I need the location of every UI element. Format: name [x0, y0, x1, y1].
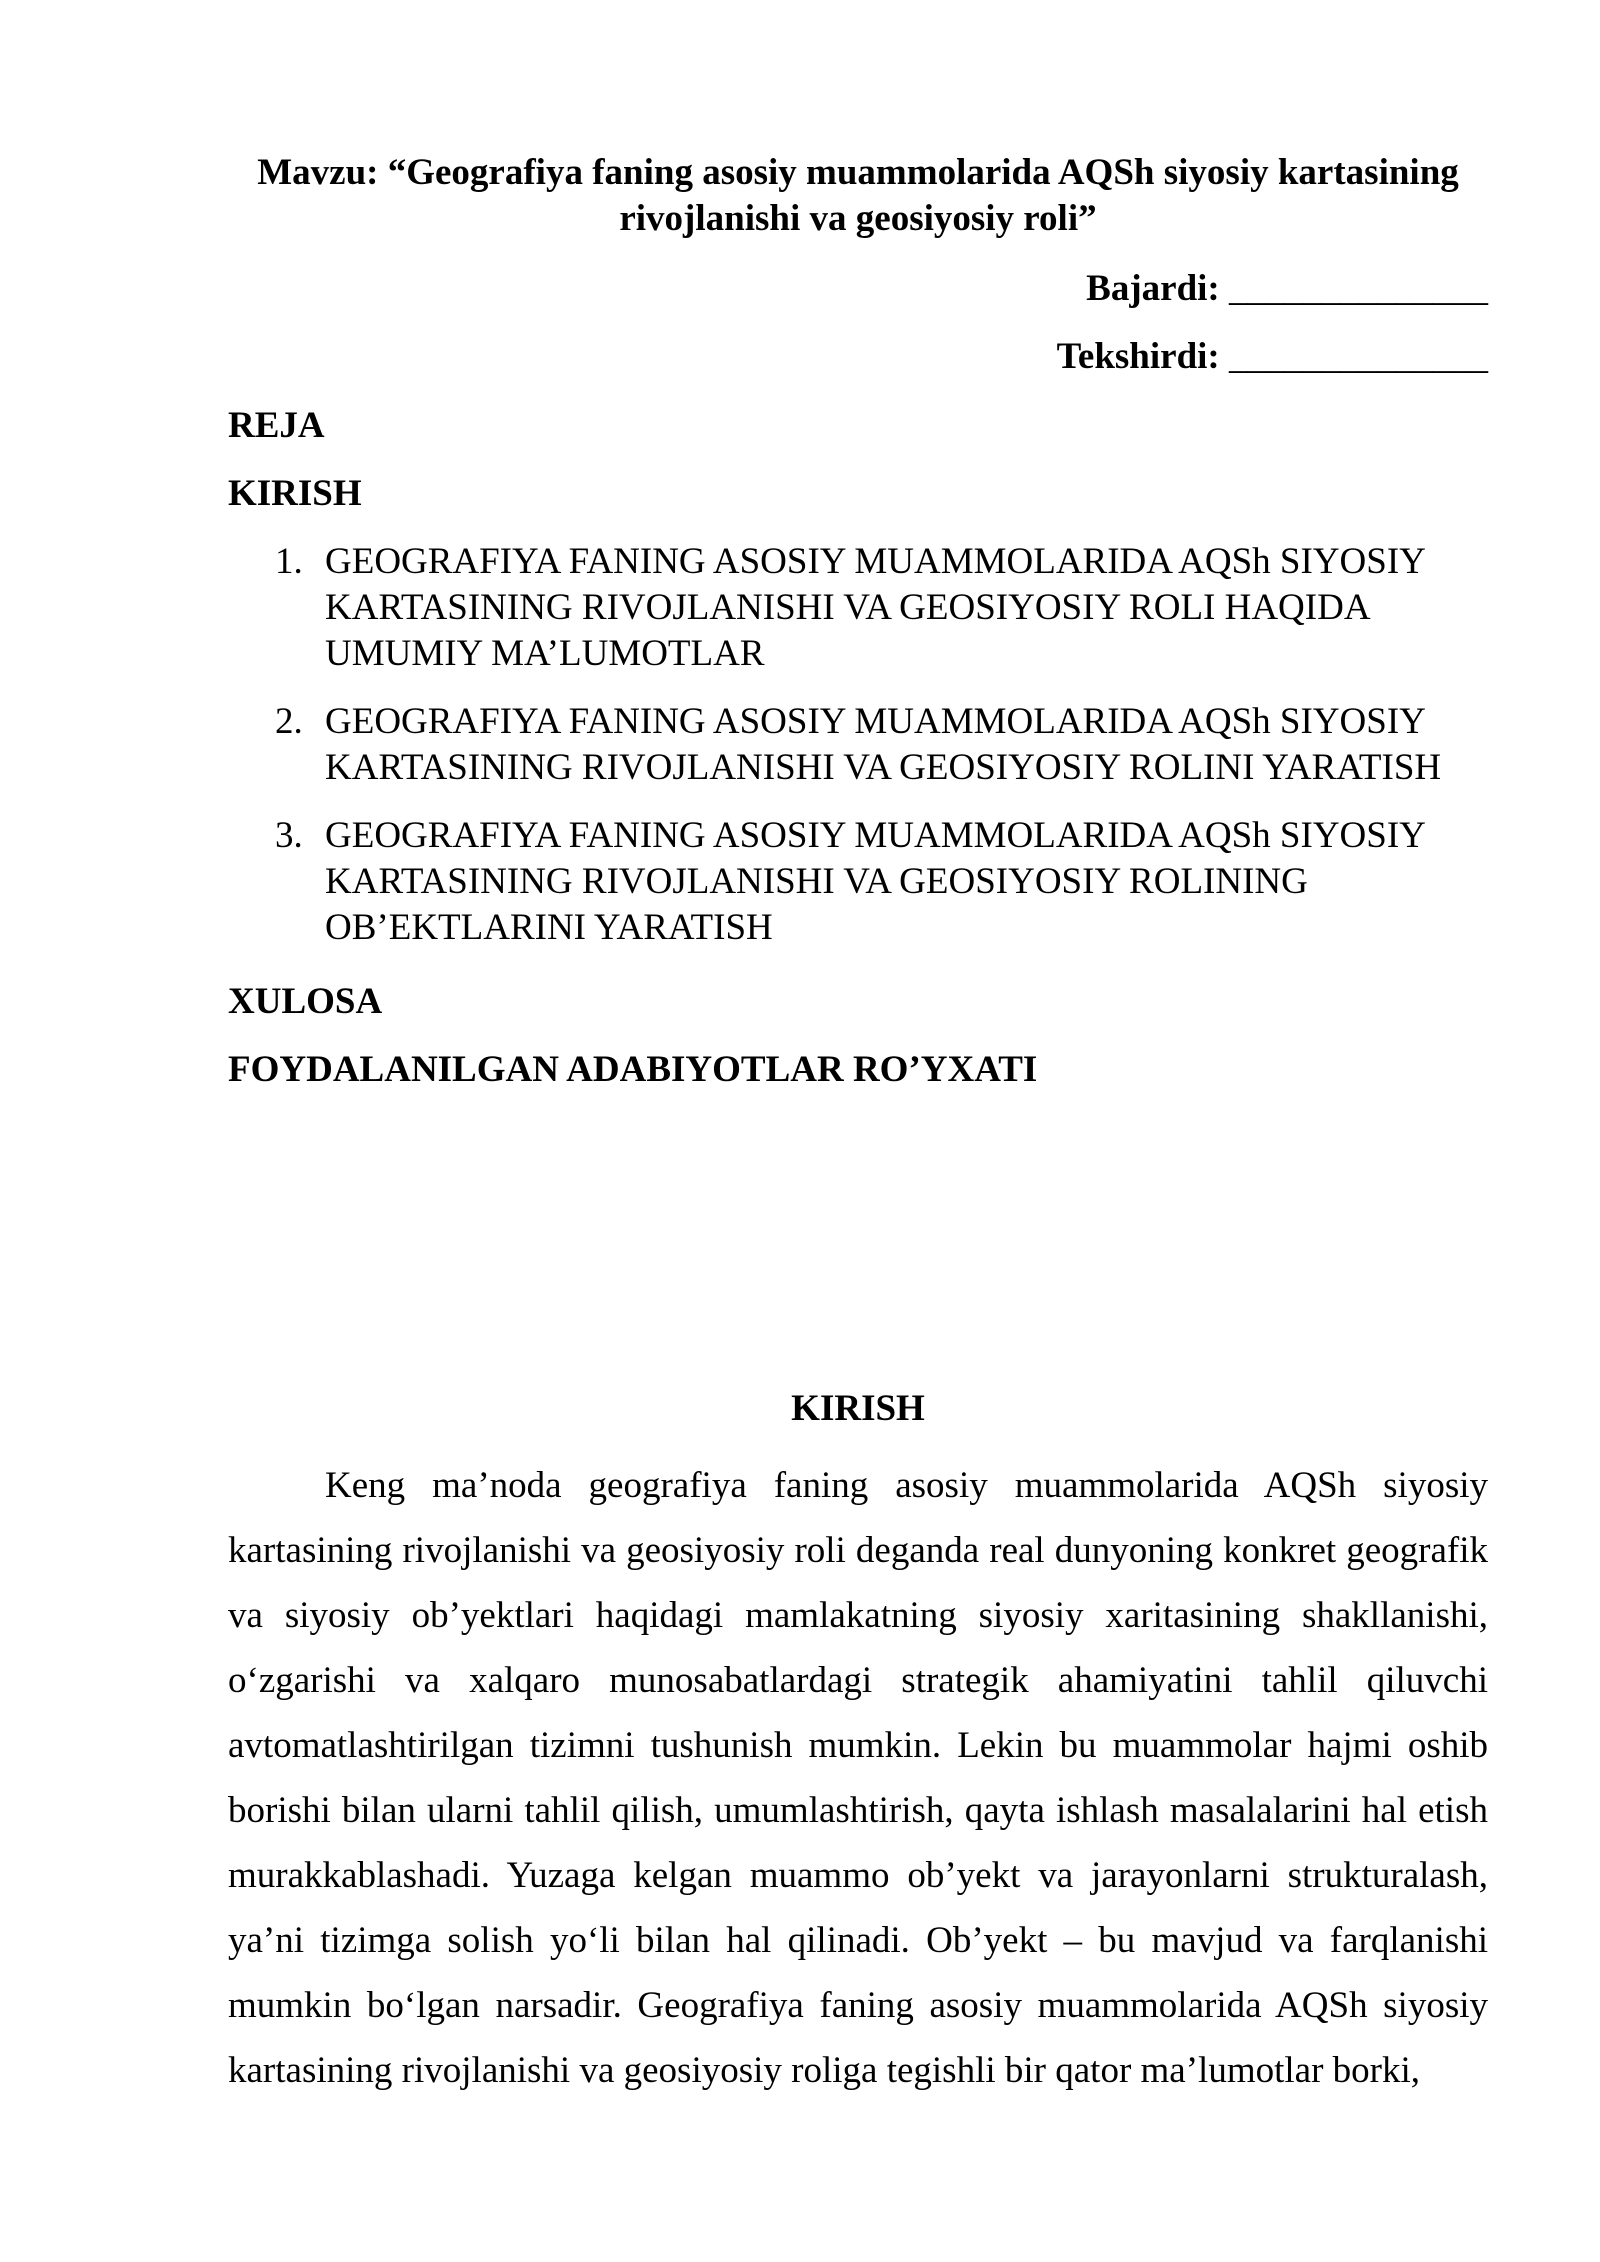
checked-by-blank: ______________	[1229, 336, 1488, 377]
plan-references-label: FOYDALANILGAN ADABIYOTLAR RO’YXATI	[228, 1049, 1038, 1090]
introduction-paragraph: Keng ma’noda geografiya faning asosiy muammolarida AQSh siyosiy kartasining rivojlanishi va geosiyosiy roli deganda real dunyoning konkret geografik va siyosiy ob’yektlari haqidagi mamlakatning siyosiy xaritasining shakllanishi, o‘zgarishi va xalqaro munosabatlardagi strategik ahamiyatini tahlil qiluvchi avtomatlashtirilgan tizimni tushunish mumkin. Lekin bu muammolar hajmi oshib borishi bilan ularni tahlil qilish, umumlashtirish, qayta ishlash masalalarini hal etish murakkablashadi. Yuzaga kelgan muammo ob’yekt va jarayonlarni strukturalash, ya’ni tizimga solish yo‘li bilan hal qilinadi. Ob’yekt – bu mavjud va farqlanishi mumkin bo‘lgan narsadir. Geografiya faning asosiy muammolarida AQSh siyosiy kartasining rivojlanishi va geosiyosiy roliga tegishli bir qator ma’lumotlar borki,	[228, 1465, 1488, 2091]
plan-item-text: GEOGRAFIYA FANING ASOSIY MUAMMOLARIDA AQSh SIYOSIY KARTASINING RIVOJLANISHI VA GEOSIYOSIY ROLINI YARATISH	[325, 701, 1442, 788]
plan-list-item	[228, 539, 1488, 677]
plan-intro-label: KIRISH	[228, 473, 362, 514]
plan-list	[228, 539, 1488, 973]
plan-conclusion-label: XULOSA	[228, 981, 383, 1022]
performed-by-line	[1086, 266, 1488, 312]
document-title: Mavzu: “Geografiya faning asosiy muammolarida AQSh siyosiy kartasining rivojlanishi va geosiyosiy roli”	[257, 152, 1459, 239]
plan-item-number: 3.	[275, 815, 303, 856]
plan-heading: REJA	[228, 405, 325, 446]
plan-item-text: GEOGRAFIYA FANING ASOSIY MUAMMOLARIDA AQSh SIYOSIY KARTASINING RIVOJLANISHI VA GEOSIYOSIY ROLI HAQIDA UMUMIY MA’LUMOTLAR	[325, 541, 1425, 674]
plan-list-item	[228, 813, 1488, 951]
checked-by-line	[1057, 334, 1488, 380]
performed-by-label: Bajardi:	[1086, 268, 1220, 309]
plan-item-number: 2.	[275, 701, 303, 742]
plan-item-text: GEOGRAFIYA FANING ASOSIY MUAMMOLARIDA AQSh SIYOSIY KARTASINING RIVOJLANISHI VA GEOSIYOSIY ROLINING OB’EKTLARINI YARATISH	[325, 815, 1425, 948]
introduction-heading: KIRISH	[791, 1388, 925, 1429]
plan-item-number: 1.	[275, 541, 303, 582]
performed-by-blank: ______________	[1229, 268, 1488, 309]
plan-list-item	[228, 699, 1488, 791]
checked-by-label: Tekshirdi:	[1056, 336, 1220, 377]
